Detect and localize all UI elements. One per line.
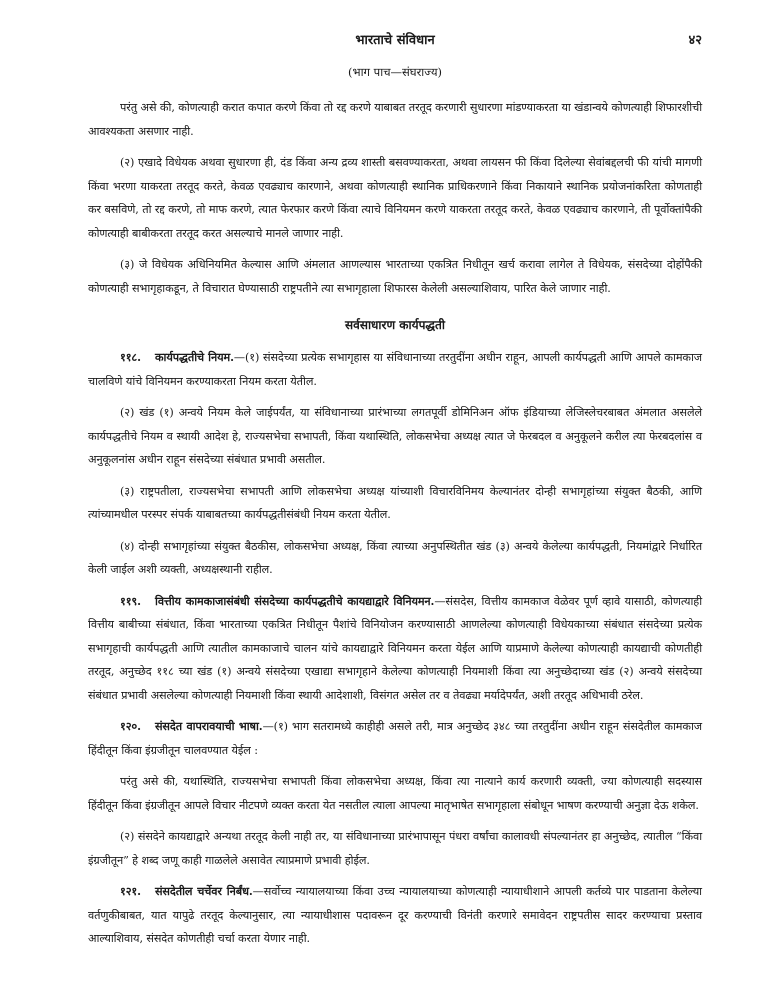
article-120-title: संसदेत वापरावयाची भाषा.: [154, 719, 263, 733]
article-121: [88, 880, 702, 951]
article-119-number: ११९.: [120, 593, 141, 608]
section-heading: सर्वसाधारण कार्यपद्धती: [345, 318, 445, 332]
page-title: भारताचे संविधान: [355, 33, 435, 48]
article-120-text: —(१) भाग सतरामध्ये काहीही असले तरी, मात्र अनुच्छेद ३४८ च्या तरतुदींना अधीन राहून संसदेतील कामकाज हिंदीतून किंवा इंग्रजीतून चालवण्यात येईल :: [88, 720, 702, 757]
paragraph-clause-2: (२) एखादे विधेयक अथवा सुधारणा ही, दंड किंवा अन्य द्रव्य शास्ती बसवण्याकरता, अथवा लायसन फी किंवा दिलेल्या सेवांबद्दलची फी यांची मागणी किंवा भरणा याकरता तरतूद करते, केवळ एवढ्याच कारणाने, अथवा कोणत्याही स्थानिक प्राधिकरणाने किंवा निकायाने स्थानिक प्रयोजनांकरिता कोणताही कर बसविणे, तो रद्द करणे, तो माफ करणे, त्यात फेरफार करणे किंवा त्याचे विनियमन करणे याकरता तरतूद करते, केवळ एवढ्याच कारणाने, ती पूर्वोक्तांपैकी कोणत्याही बाबीकरता तरतूद करत असल्याचे मानले जाणार नाही.: [88, 156, 702, 240]
article-119-text: —संसदेस, वित्तीय कामकाज वेळेवर पूर्ण व्हावे यासाठी, कोणत्याही वित्तीय बाबीच्या संबंधात, किंवा भारताच्या एकत्रित निधीतून पैशांचे विनियोजन करण्यासाठी आणलेल्या कोणत्याही विधेयकाच्या संबंधात संसदेच्या प्रत्येक सभागृहाची कार्यपद्धती आणि त्यातील कामकाजाचे चालन यांचे कायद्याद्वारे विनियमन करता येईल आणि याप्रमाणे केलेल्या कोणत्याही कायद्याची कोणतीही तरतूद, अनुच्छेद ११८ च्या खंड (१) अन्वये संसदेच्या एखाद्या सभागृहाने केलेल्या कोणत्याही नियमाशी किंवा त्या अनुच्छेदाच्या खंड (२) अन्वये संसदेच्या संबंधात प्रभावी असलेल्या कोणत्याही नियमाशी किंवा स्थायी आदेशाशी, विसंगत असेल तर व तेवढ्या मर्यादेपर्यंत, अशी तरतूद अधिभावी ठरेल.: [88, 594, 702, 702]
article-120-clause-2: (२) संसदेने कायद्याद्वारे अन्यथा तरतूद केली नाही तर, या संविधानाच्या प्रारंभापासून पंधरा वर्षांचा कालावधी संपल्यानंतर हा अनुच्छेद, त्यातील “किंवा इंग्रजीतून” हे शब्द जणू काही गाळलेले असावेत त्याप्रमाणे प्रभावी होईल.: [88, 830, 702, 867]
article-119-title: वित्तीय कामकाजासंबंधी संसदेच्या कार्यपद्धतीचे कायद्याद्वारे विनियमन.: [154, 593, 435, 608]
article-118-clause-2: (२) खंड (१) अन्वये नियम केले जाईपर्यंत, या संविधानाच्या प्रारंभाच्या लगतपूर्वी डोमिनिअन ऑफ इंडियाच्या लेजिस्लेचरबाबत अंमलात असलेले कार्यपद्धतीचे नियम व स्थायी आदेश हे, राज्यसभेचा सभापती, किंवा यथास्थिति, लोकसभेचा अध्यक्ष त्यात जे फेरबदल व अनुकूलने करील त्या फेरबदलांस व अनुकूलनांस अधीन राहून संसदेच्या संबंधात प्रभावी असतील.: [88, 406, 702, 466]
article-121-title: संसदेतील चर्चेवर निर्बंध.: [154, 884, 253, 898]
article-118-clause-3: (३) राष्ट्रपतीला, राज्यसभेचा सभापती आणि लोकसभेचा अध्यक्ष यांच्याशी विचारविनिमय केल्यानंतर दोन्ही सभागृहांच्या संयुक्त बैठकी, आणि त्यांच्यामधील परस्पर संपर्क याबाबतच्या कार्यपद्धतीसंबंधी नियम करता येतील.: [88, 484, 702, 521]
article-118-clause-4: (४) दोन्ही सभागृहांच्या संयुक्त बैठकीस, लोकसभेचा अध्यक्ष, किंवा त्याच्या अनुपस्थितीत खंड (३) अन्वये केलेल्या कार्यपद्धती, नियमांद्वारे निर्धारित केली जाईल अशी व्यक्ती, अध्यक्षस्थानी राहील.: [88, 539, 702, 576]
document-page: [88, 30, 702, 959]
article-118-title: कार्यपद्धतीचे नियम.: [154, 350, 234, 364]
article-121-number: १२१.: [120, 884, 141, 898]
article-120-number: १२०.: [120, 719, 141, 733]
page-number: ४२: [688, 33, 702, 48]
part-subtitle: (भाग पाच—संघराज्य): [348, 65, 442, 79]
article-118-text: —(१) संसदेच्या प्रत्येक सभागृहास या संविधानाच्या तरतुदींना अधीन राहून, आपली कार्यपद्धती आणि आपले कामकाज चालविणे यांचे विनियमन करण्याकरता नियम करता येतील.: [88, 351, 702, 388]
article-118-lead: [88, 346, 702, 393]
page-header: [88, 30, 702, 52]
article-119: [88, 590, 702, 708]
article-120-lead: [88, 715, 702, 762]
paragraph-clause-3: (३) जे विधेयक अधिनियमित केल्यास आणि अंमलात आणल्यास भारताच्या एकत्रित निधीतून खर्च करावा लागेल ते विधेयक, संसदेच्या दोहोंपैकी कोणत्याही सभागृहाकडून, ते विचारात घेण्यासाठी राष्ट्रपतीने त्या सभागृहाला शिफारस केलेली असल्याशिवाय, पारित केले जाणार नाही.: [88, 258, 702, 295]
article-120-proviso: परंतु असे की, यथास्थिति, राज्यसभेचा सभापती किंवा लोकसभेचा अध्यक्ष, किंवा त्या नात्याने कार्य करणारी व्यक्ती, ज्या कोणत्याही सदस्यास हिंदीतून किंवा इंग्रजीतून आपले विचार नीटपणे व्यक्त करता येत नसतील त्याला आपल्या मातृभाषेत सभागृहाला संबोधून भाषण करण्याची अनुज्ञा देऊ शकेल.: [88, 775, 702, 812]
article-118-number: ११८.: [120, 350, 141, 364]
paragraph-proviso: परंतु असे की, कोणत्याही करात कपात करणे किंवा तो रद्द करणे याबाबत तरतूद करणारी सुधारणा मांडण्याकरता या खंडान्वये कोणत्याही शिफारशीची आवश्यकता असणार नाही.: [88, 101, 702, 138]
article-121-text: —सर्वोच्च न्यायालयाच्या किंवा उच्च न्यायालयाच्या कोणत्याही न्यायाधीशाने आपली कर्तव्ये पार पाडताना केलेल्या वर्तणुकीबाबत, यात यापुढे तरतूद केल्यानुसार, त्या न्यायाधीशास पदावरून दूर करण्याची विनंती करणारे समावेदन राष्ट्रपतीस सादर करण्याचा प्रस्ताव आल्याशिवाय, संसदेत कोणतीही चर्चा करता येणार नाही.: [88, 885, 702, 945]
